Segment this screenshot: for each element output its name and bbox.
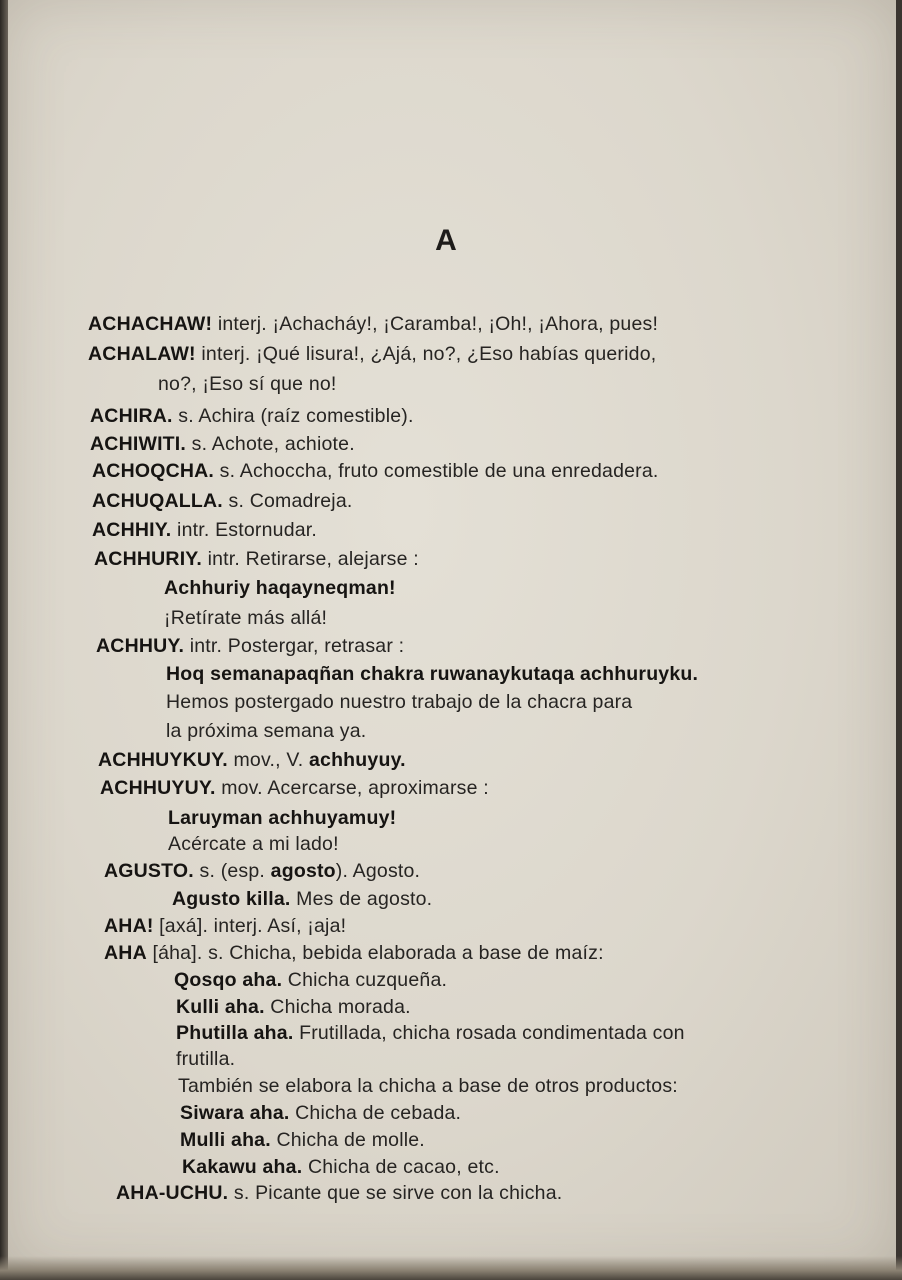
- example-translation: [168, 833, 339, 856]
- translation-text: Acércate a mi lado!: [168, 833, 339, 855]
- entry-definition: s. (esp.: [193, 860, 271, 882]
- example-quechua: Hoq semanapaqñan chakra ruwanaykutaqa achhuruyku.: [166, 663, 699, 685]
- example-line: [166, 663, 698, 686]
- entry-headword: ACHHUYKUY.: [98, 749, 228, 771]
- entry-definition: interj. ¡Achacháy!, ¡Caramba!, ¡Oh!, ¡Ahora, pues!: [212, 313, 659, 335]
- entry-line: [104, 915, 346, 938]
- example-quechua: Laruyman achhuyamuy!: [168, 807, 397, 829]
- translation-text: Hemos postergado nuestro trabajo de la chacra para: [166, 691, 633, 713]
- entry-line: [92, 490, 353, 513]
- entry-definition: [axá]. interj. Así, ¡aja!: [153, 915, 347, 937]
- entry-headword: ACHACHAW!: [88, 313, 213, 335]
- entry-definition: ). Agosto.: [335, 860, 421, 882]
- entry-line: [94, 548, 419, 571]
- entry-definition: mov. Acercarse, aproximarse :: [215, 777, 489, 799]
- entry-line: [100, 777, 489, 800]
- example-quechua: Achhuriy haqayneqman!: [164, 577, 396, 599]
- example-quechua: Kulli aha.: [176, 996, 265, 1018]
- entry-definition: intr. Retirarse, alejarse :: [201, 548, 419, 570]
- translation-text: Chicha morada.: [264, 996, 411, 1018]
- entry-definition: [áha]. s. Chicha, bebida elaborada a base de maíz:: [146, 942, 604, 964]
- entry-headword: ACHUQALLA.: [92, 490, 223, 512]
- entry-definition: s. Picante que se sirve con la chicha.: [228, 1182, 563, 1204]
- example-translation: [164, 607, 327, 630]
- example-line: [180, 1102, 461, 1125]
- entry-definition: intr. Estornudar.: [171, 519, 318, 541]
- entry-line: [104, 860, 420, 883]
- entry-line: [104, 942, 604, 965]
- entry-definition: s. Achoccha, fruto comestible de una enredadera.: [214, 460, 659, 482]
- translation-text: También se elabora la chicha a base de otros productos:: [178, 1075, 678, 1097]
- entry-line: [98, 749, 406, 772]
- example-line: [172, 888, 432, 911]
- entry-definition: s. Comadreja.: [222, 490, 353, 512]
- entry-headword: AHA!: [104, 915, 154, 937]
- entry-headword: AHA-UCHU.: [116, 1182, 229, 1204]
- dictionary-page: [6, 0, 896, 1272]
- entry-line: [88, 343, 656, 366]
- example-translation: [178, 1075, 678, 1098]
- cross-reference: achhuyuy.: [308, 749, 406, 771]
- example-line: [164, 577, 396, 600]
- example-line: [168, 807, 396, 830]
- entry-headword: ACHHUY.: [96, 635, 185, 657]
- entry-definition: intr. Postergar, retrasar :: [184, 635, 405, 657]
- translation-text: Chicha de cacao, etc.: [302, 1156, 500, 1178]
- entry-line: [116, 1182, 562, 1205]
- entry-line: [92, 460, 659, 483]
- example-quechua: Siwara aha.: [180, 1102, 290, 1124]
- example-line: [176, 996, 411, 1019]
- example-translation: [166, 720, 366, 743]
- entry-headword: ACHHIY.: [92, 519, 172, 541]
- section-letter-heading: A: [435, 224, 457, 257]
- entry-line: [88, 313, 658, 336]
- entry-definition: interj. ¡Qué lisura!, ¿Ajá, no?, ¿Eso habías querido,: [195, 343, 657, 365]
- translation-text: frutilla.: [176, 1048, 236, 1070]
- entry-continuation: [158, 373, 337, 396]
- example-line: [180, 1129, 425, 1152]
- entry-headword: ACHIWITI.: [90, 433, 187, 455]
- translation-text: la próxima semana ya.: [166, 720, 367, 742]
- translation-text: Chicha cuzqueña.: [282, 969, 448, 991]
- example-line: [176, 1022, 685, 1045]
- translation-text: Mes de agosto.: [290, 888, 433, 910]
- etymology-word: agosto: [270, 860, 336, 882]
- entry-line: [90, 433, 355, 456]
- translation-text: Chicha de cebada.: [289, 1102, 462, 1124]
- entry-definition: s. Achote, achiote.: [186, 433, 355, 455]
- book-spine-shadow: [0, 0, 8, 1280]
- entry-definition: no?, ¡Eso sí que no!: [158, 373, 337, 395]
- example-line: [182, 1156, 500, 1179]
- entry-headword: AHA: [104, 942, 147, 964]
- entry-definition: s. Achira (raíz comestible).: [172, 405, 414, 427]
- entry-headword: ACHALAW!: [88, 343, 196, 365]
- example-quechua: Qosqo aha.: [174, 969, 283, 991]
- example-translation: [176, 1048, 235, 1071]
- page-bottom-edge: [0, 1256, 902, 1280]
- example-quechua: Mulli aha.: [180, 1129, 271, 1151]
- entry-definition: mov., V.: [227, 749, 309, 771]
- entry-line: [96, 635, 404, 658]
- entry-headword: ACHHUYUY.: [100, 777, 216, 799]
- example-line: [174, 969, 447, 992]
- entry-headword: ACHHURIY.: [94, 548, 202, 570]
- example-translation: [166, 691, 632, 714]
- example-quechua: Kakawu aha.: [182, 1156, 303, 1178]
- entry-headword: ACHIRA.: [90, 405, 173, 427]
- entry-line: [90, 405, 414, 428]
- entry-headword: AGUSTO.: [104, 860, 194, 882]
- entry-line: [92, 519, 317, 542]
- translation-text: Chicha de molle.: [270, 1129, 425, 1151]
- translation-text: ¡Retírate más allá!: [164, 607, 328, 629]
- translation-text: Frutillada, chicha rosada condimentada con: [293, 1022, 685, 1044]
- entry-headword: ACHOQCHA.: [92, 460, 215, 482]
- example-quechua: Phutilla aha.: [176, 1022, 294, 1044]
- example-quechua: Agusto killa.: [172, 888, 291, 910]
